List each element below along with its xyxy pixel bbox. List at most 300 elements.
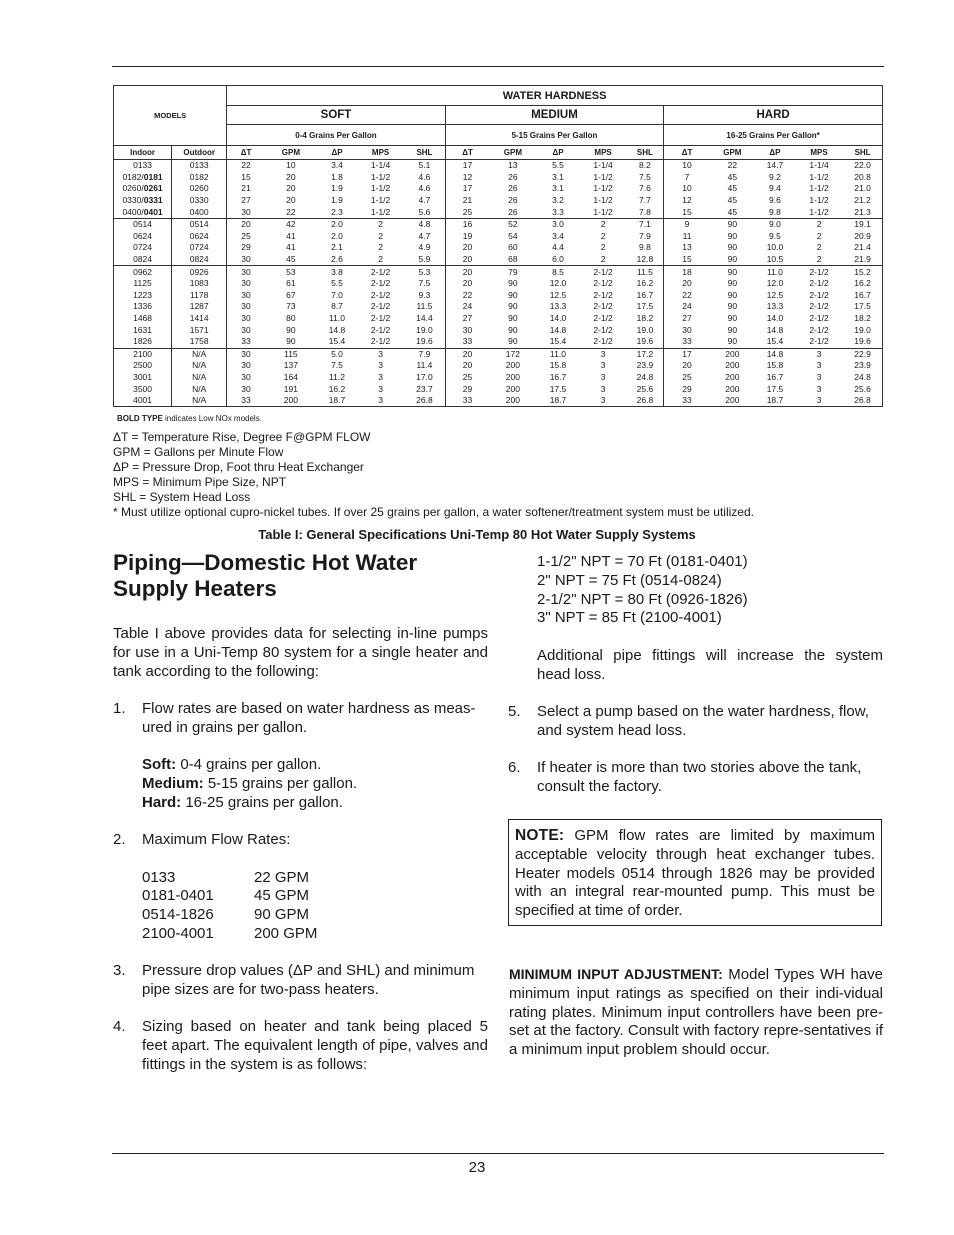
- spec-table: [113, 85, 883, 407]
- table-cell: 2.0: [331, 230, 343, 241]
- top-rule: [112, 66, 884, 67]
- table-cell: 1-1/2: [370, 171, 391, 182]
- table-cell: 1-1/4: [593, 160, 613, 171]
- table-cell: 11.5: [636, 266, 653, 277]
- table-cell: 2-1/2: [809, 278, 829, 289]
- table-cell: 30: [227, 266, 265, 278]
- table-cell: 1287: [172, 301, 227, 313]
- table-cell: 11.0: [767, 266, 783, 277]
- table-cell: 2: [600, 230, 606, 241]
- table-cell: N/A: [172, 395, 227, 407]
- table-row: [114, 290, 883, 302]
- list-item-4: 4. Sizing based on heater and tank being placed 5 feet apart. The equivalent length of pipe, valves and fittings in the system is as follows:: [113, 1018, 488, 1073]
- table-cell: 3.8: [331, 266, 343, 277]
- table-cell: 4.8: [418, 219, 431, 230]
- table-cell: 16: [445, 218, 489, 230]
- table-cell: 2: [378, 242, 383, 253]
- table-cell: 7.5: [331, 360, 343, 371]
- table-cell: 115: [284, 348, 298, 359]
- table-cell: 15.4: [536, 336, 579, 348]
- table-cell: 90: [727, 242, 738, 253]
- table-cell: 0514: [172, 218, 227, 230]
- table-cell: 14.4: [416, 313, 433, 324]
- table-cell: 10: [664, 183, 710, 195]
- table-cell: N/A: [172, 360, 227, 372]
- table-cell: 0260: [172, 183, 227, 195]
- table-cell: 20: [445, 242, 489, 254]
- table-cell: 1-1/2: [580, 206, 627, 218]
- group-medium-range: 5-15 Grains Per Gallon: [445, 125, 663, 146]
- table-cell: 3.1: [552, 183, 564, 194]
- table-cell: 8.2: [639, 160, 651, 171]
- table-cell: 0400/0401: [114, 206, 172, 218]
- table-cell: 9.6: [769, 195, 781, 206]
- table-cell: N/A: [172, 348, 227, 360]
- table-cell: 90: [727, 301, 738, 312]
- table-cell: 2: [816, 230, 822, 241]
- flow-rate-row: 0133 22 GPM: [142, 868, 310, 886]
- table-cell: 19: [445, 231, 489, 243]
- table-cell: 7.5: [418, 278, 431, 289]
- table-cell: 3: [378, 383, 383, 394]
- table-cell: 3.0: [552, 219, 564, 230]
- table-cell: 90: [727, 313, 738, 324]
- table-cell: 33: [445, 395, 489, 407]
- table-cell: 1-1/4: [370, 160, 391, 171]
- table-cell: 1223: [114, 290, 172, 302]
- table-cell: 16.2: [636, 278, 654, 289]
- flow-rate-row: 0514-1826 90 GPM: [142, 906, 310, 924]
- table-cell: 14.8: [766, 324, 784, 335]
- table-cell: 5.0: [331, 348, 343, 359]
- table-cell: 9.0: [769, 219, 781, 230]
- table-cell: 1.9: [331, 183, 343, 194]
- table-cell: 0400: [172, 206, 227, 218]
- table-cell: 2-1/2: [795, 336, 843, 348]
- table-cell: 2: [816, 219, 822, 230]
- table-cell: 200: [725, 371, 740, 382]
- table-cell: 90: [727, 219, 738, 230]
- table-cell: 30: [227, 301, 265, 313]
- table-cell: 200: [489, 395, 536, 407]
- table-cell: 19.0: [416, 324, 433, 335]
- table-cell: 2: [378, 230, 383, 241]
- table-cell: 2-1/2: [370, 289, 391, 300]
- table-cell: 53: [286, 266, 296, 277]
- col-header: GPM: [489, 146, 536, 160]
- bold-type-footnote: BOLD TYPE indicates Low NOx models.: [117, 414, 262, 423]
- table-cell: 11.5: [416, 301, 433, 312]
- table-cell: 5.6: [404, 206, 445, 218]
- table-cell: 90: [508, 324, 518, 335]
- table-cell: 15: [664, 206, 710, 218]
- flow-rate-row: 0181-0401 45 GPM: [142, 887, 310, 905]
- section-heading: Piping—Domestic Hot Water Supply Heaters: [113, 550, 418, 601]
- col-header: ΔP: [317, 146, 357, 160]
- table-cell: 1468: [114, 313, 172, 325]
- table-cell: 3: [816, 383, 822, 394]
- table-row: [114, 206, 883, 218]
- table-cell: 2-1/2: [593, 266, 613, 277]
- table-row: [114, 278, 883, 290]
- table-cell: 4.7: [418, 195, 431, 206]
- table-cell: 1758: [172, 336, 227, 348]
- table-cell: 23.7: [416, 383, 433, 394]
- table-cell: 18.2: [843, 313, 882, 325]
- table-cell: 4.4: [552, 242, 564, 253]
- table-cell: 10: [664, 160, 710, 172]
- table-cell: 18.7: [755, 395, 795, 407]
- table-cell: 54: [508, 230, 518, 241]
- table-cell: 3.3: [536, 206, 579, 218]
- table-cell: 1.9: [331, 195, 343, 206]
- table-cell: 3: [378, 360, 383, 371]
- col-header: MPS: [357, 146, 404, 160]
- table-cell: 164: [283, 371, 298, 382]
- table-cell: 24: [445, 301, 489, 313]
- table-cell: 3: [816, 360, 822, 371]
- flow-rate-list: [142, 869, 488, 944]
- table-cell: 2-1/2: [593, 301, 613, 312]
- table-cell: 2.6: [317, 254, 357, 266]
- table-cell: 80: [286, 313, 296, 324]
- table-cell: 30: [227, 372, 265, 384]
- table-caption: Table I: General Specifications Uni-Temp 80 Hot Water Supply Systems: [258, 527, 696, 542]
- table-cell: 191: [283, 383, 298, 394]
- table-cell: 25: [227, 231, 265, 243]
- legend-line: ΔT = Temperature Rise, Degree F@GPM FLOW: [113, 430, 371, 444]
- table-cell: 1.8: [331, 171, 343, 182]
- minimum-input-paragraph: MINIMUM INPUT ADJUSTMENT: Model Types WH have minimum input ratings as specified on their indi-vidual rating plates. Minimum input controllers have been pre-set at the factory. Consult with factory repre-sentatives if a minimum input problem should occur.: [509, 966, 883, 1059]
- table-cell: 3: [600, 348, 606, 359]
- table-cell: 7.7: [639, 195, 651, 206]
- list-item-3: 3. Pressure drop values (ΔP and SHL) and minimum pipe sizes are for two-pass heaters.: [113, 962, 475, 998]
- table-cell: 17: [445, 160, 489, 172]
- table-cell: 11.0: [550, 348, 566, 359]
- table-cell: 2-1/2: [809, 289, 829, 300]
- table-cell: 0824: [114, 254, 172, 266]
- table-cell: 2.3: [317, 206, 357, 218]
- table-cell: 25.6: [636, 383, 654, 394]
- table-cell: 2-1/2: [593, 278, 613, 289]
- table-cell: 17: [445, 183, 489, 195]
- table-cell: 7.1: [639, 219, 651, 230]
- table-cell: 2-1/2: [370, 278, 391, 289]
- intro-paragraph: Table I above provides data for selecting in-line pumps for use in a Uni-Temp 80 system for a single heater and tank according to the following:: [113, 625, 488, 680]
- table-cell: 17.5: [843, 301, 882, 313]
- table-cell: 22.9: [843, 348, 882, 360]
- list-item-2: 2. Maximum Flow Rates: 0133 22 GPM 0181-0401 45 GPM 0514-1826 90 GPM 2100-4001 200 GPM: [113, 831, 488, 944]
- table-cell: 16.2: [843, 278, 882, 290]
- table-cell: 16.2: [328, 383, 346, 394]
- table-cell: 10.5: [755, 254, 795, 266]
- table-cell: 0926: [172, 266, 227, 278]
- table-cell: 30: [227, 313, 265, 325]
- table-cell: 2: [378, 219, 383, 230]
- table-cell: 42: [286, 219, 296, 230]
- table-row: [114, 395, 883, 407]
- table-cell: 0182/0181: [114, 172, 172, 184]
- table-cell: 200: [725, 383, 740, 394]
- table-cell: 2: [816, 242, 822, 253]
- table-cell: 0624: [172, 231, 227, 243]
- table-cell: 2: [357, 254, 404, 266]
- table-cell: 90: [489, 336, 536, 348]
- table-cell: N/A: [172, 383, 227, 395]
- table-cell: 0133: [114, 160, 172, 172]
- table-cell: 2-1/2: [357, 336, 404, 348]
- table-cell: 14.0: [766, 313, 784, 324]
- table-cell: 5.5: [331, 278, 343, 289]
- table-cell: 0330/0331: [114, 195, 172, 207]
- table-cell: 137: [283, 360, 298, 371]
- col-header: MPS: [580, 146, 627, 160]
- flow-rate-row: 2100-4001 200 GPM: [142, 924, 318, 942]
- table-cell: 33: [664, 336, 710, 348]
- table-cell: 2-1/2: [593, 313, 613, 324]
- table-cell: 30: [227, 278, 265, 290]
- table-cell: 27: [664, 313, 710, 325]
- column-header-row: [114, 146, 883, 160]
- table-cell: 9.4: [769, 183, 781, 194]
- table-cell: 200: [710, 395, 755, 407]
- table-cell: 52: [508, 219, 518, 230]
- table-cell: 18.7: [317, 395, 357, 407]
- table-cell: 90: [710, 254, 755, 266]
- models-header: MODELS: [114, 86, 227, 146]
- table-cell: 2: [795, 254, 843, 266]
- col-header: SHL: [843, 146, 882, 160]
- table-cell: 3.1: [552, 171, 564, 182]
- table-cell: 30: [227, 348, 265, 360]
- table-cell: 19.6: [404, 336, 445, 348]
- table-row: [114, 160, 883, 172]
- table-cell: 17: [664, 348, 710, 360]
- table-cell: 15.2: [843, 266, 882, 278]
- table-cell: 0824: [172, 254, 227, 266]
- table-cell: 2: [580, 254, 627, 266]
- table-cell: 21: [445, 195, 489, 207]
- table-cell: 20: [445, 348, 489, 360]
- table-cell: 2: [600, 242, 606, 253]
- table-cell: 15.4: [317, 336, 357, 348]
- table-cell: 90: [710, 336, 755, 348]
- table-cell: 30: [227, 383, 265, 395]
- table-row: [114, 372, 883, 384]
- table-cell: 1083: [172, 278, 227, 290]
- table-cell: 21: [227, 183, 265, 195]
- table-cell: 15: [664, 254, 710, 266]
- table-cell: 24.8: [843, 372, 882, 384]
- table-cell: 3: [816, 371, 822, 382]
- list-item-1: 1. Flow rates are based on water hardness as meas-ured in grains per gallon. Soft: 0-4 grains per gallon. Medium: 5-15 grains per gallon. Hard: 16-25 grains per gallon.: [113, 700, 476, 811]
- table-cell: 24: [664, 301, 710, 313]
- list-item-6: 6. If heater is more than two stories above the tank, consult the factory.: [508, 759, 862, 795]
- table-cell: 1-1/4: [809, 160, 829, 171]
- table-cell: 12: [664, 195, 710, 207]
- table-cell: 1178: [172, 290, 227, 302]
- table-row: [114, 301, 883, 313]
- pipe-note: Additional pipe fittings will increase the system head loss.: [537, 646, 883, 683]
- table-cell: 27: [227, 195, 265, 207]
- table-cell: 90: [286, 324, 296, 335]
- table-cell: 7.0: [331, 289, 343, 300]
- table-cell: 90: [265, 336, 317, 348]
- table-cell: 1125: [114, 278, 172, 290]
- table-cell: 1-1/2: [809, 195, 829, 206]
- table-cell: 12: [445, 172, 489, 184]
- table-cell: 3: [795, 395, 843, 407]
- table-cell: 2: [600, 219, 606, 230]
- table-cell: 2-1/2: [809, 324, 829, 335]
- table-cell: 22.0: [843, 160, 882, 172]
- table-cell: 26.8: [404, 395, 445, 407]
- table-cell: 2-1/2: [593, 289, 613, 300]
- note-box: NOTE: GPM flow rates are limited by maximum acceptable velocity through heat exchanger tubes. Heater models 0514 through 1826 may be provided with an integral rear-mounted pump. This must be specified at time of order.: [508, 819, 882, 926]
- table-cell: 22: [727, 160, 738, 171]
- table-cell: 11.2: [329, 371, 345, 382]
- table-cell: 2-1/2: [370, 313, 391, 324]
- table-cell: 16.7: [549, 371, 567, 382]
- table-cell: 26: [508, 183, 518, 194]
- table-cell: 11.4: [416, 360, 433, 371]
- table-cell: 3: [600, 383, 606, 394]
- table-cell: 30: [227, 254, 265, 266]
- table-cell: 41: [286, 242, 296, 253]
- table-cell: 12.5: [549, 289, 567, 300]
- table-cell: 19.0: [843, 324, 882, 336]
- table-cell: 3: [600, 371, 606, 382]
- table-cell: 0724: [172, 242, 227, 254]
- col-header: GPM: [265, 146, 317, 160]
- table-cell: 0962: [114, 266, 172, 278]
- table-cell: 2.0: [331, 219, 343, 230]
- table-cell: 13: [664, 242, 710, 254]
- table-cell: 2500: [114, 360, 172, 372]
- group-soft-range: 0-4 Grains Per Gallon: [227, 125, 445, 146]
- table-cell: 19.0: [636, 324, 654, 335]
- table-cell: 29: [445, 383, 489, 395]
- table-cell: 45: [710, 206, 755, 218]
- table-cell: 1631: [114, 324, 172, 336]
- table-cell: 2-1/2: [370, 301, 391, 312]
- table-cell: 16.7: [636, 289, 654, 300]
- table-cell: 16.7: [766, 371, 784, 382]
- table-cell: 3.2: [552, 195, 564, 206]
- table-cell: 18.7: [536, 395, 579, 407]
- table-cell: 2-1/2: [809, 266, 829, 277]
- col-header: GPM: [710, 146, 755, 160]
- table-cell: 18.2: [636, 313, 654, 324]
- table-cell: 26: [489, 206, 536, 218]
- table-cell: 19.6: [627, 336, 664, 348]
- table-cell: 20.9: [843, 231, 882, 243]
- water-hardness-header: WATER HARDNESS: [227, 86, 883, 106]
- table-cell: N/A: [172, 372, 227, 384]
- table-cell: 5.5: [552, 160, 564, 171]
- table-cell: 19.1: [843, 218, 882, 230]
- col-indoor: Indoor: [114, 146, 172, 160]
- table-cell: 90: [727, 289, 738, 300]
- table-cell: 1-1/2: [809, 183, 829, 194]
- table-cell: 6.0: [536, 254, 579, 266]
- table-cell: 3: [580, 395, 627, 407]
- table-cell: 17.5: [636, 301, 654, 312]
- table-cell: 3: [357, 395, 404, 407]
- table-cell: 26.8: [843, 395, 882, 407]
- table-row: [114, 360, 883, 372]
- table-cell: 2-1/2: [370, 324, 391, 335]
- table-cell: 26.8: [627, 395, 664, 407]
- table-row: [114, 172, 883, 184]
- table-cell: 12.5: [766, 289, 784, 300]
- table-cell: 1-1/2: [593, 195, 613, 206]
- table-cell: 14.7: [766, 160, 784, 171]
- table-cell: 17.0: [416, 371, 433, 382]
- table-cell: 17.5: [766, 383, 784, 394]
- table-cell: 200: [265, 395, 317, 407]
- table-cell: 68: [489, 254, 536, 266]
- table-cell: 13.3: [766, 301, 784, 312]
- table-cell: 1-1/2: [795, 206, 843, 218]
- table-cell: 1826: [114, 336, 172, 348]
- table-cell: 10: [286, 160, 296, 171]
- table-cell: 25: [664, 372, 710, 384]
- table-cell: 1-1/2: [370, 183, 391, 194]
- table-cell: 73: [286, 301, 296, 312]
- table-cell: 22: [227, 160, 265, 172]
- col-header: SHL: [404, 146, 445, 160]
- table-cell: 24.8: [636, 371, 654, 382]
- table-row: [114, 254, 883, 266]
- table-cell: 12.0: [549, 278, 567, 289]
- table-cell: 7.9: [639, 230, 651, 241]
- table-cell: 41: [286, 230, 296, 241]
- table-cell: 14.0: [549, 313, 567, 324]
- table-cell: 4001: [114, 395, 172, 407]
- table-cell: 90: [508, 278, 518, 289]
- pipe-length-list: 1-1/2" NPT = 70 Ft (0181-0401) 2" NPT = 75 Ft (0514-0824) 2-1/2" NPT = 80 Ft (0926-1826) 3" NPT = 85 Ft (2100-4001) Additional pipe fittings will increase the system head loss.: [537, 553, 883, 683]
- table-cell: 2-1/2: [809, 313, 829, 324]
- table-cell: 90: [727, 266, 738, 277]
- group-hard-range: 16-25 Grains Per Gallon*: [664, 125, 883, 146]
- table-cell: 3: [378, 371, 383, 382]
- table-cell: 15: [227, 172, 265, 184]
- table-cell: 15.8: [766, 360, 784, 371]
- table-cell: 2100: [114, 348, 172, 360]
- table-cell: 21.9: [843, 254, 882, 266]
- table-row: [114, 348, 883, 360]
- table-cell: 5.1: [418, 160, 431, 171]
- table-cell: 67: [286, 289, 296, 300]
- table-cell: 7.9: [418, 348, 431, 359]
- table-row: [114, 383, 883, 395]
- table-cell: 21.0: [843, 183, 882, 195]
- table-cell: 200: [505, 371, 520, 382]
- table-cell: 3: [600, 360, 606, 371]
- table-cell: 4.6: [418, 171, 431, 182]
- table-cell: 20: [445, 278, 489, 290]
- table-cell: 79: [508, 266, 518, 277]
- table-cell: 0724: [114, 242, 172, 254]
- table-cell: 22: [664, 290, 710, 302]
- table-cell: 3: [816, 348, 822, 359]
- table-cell: 15.4: [755, 336, 795, 348]
- table-cell: 9.8: [639, 242, 651, 253]
- legend-line: SHL = System Head Loss: [113, 490, 251, 504]
- table-cell: 200: [505, 383, 520, 394]
- table-row: [114, 242, 883, 254]
